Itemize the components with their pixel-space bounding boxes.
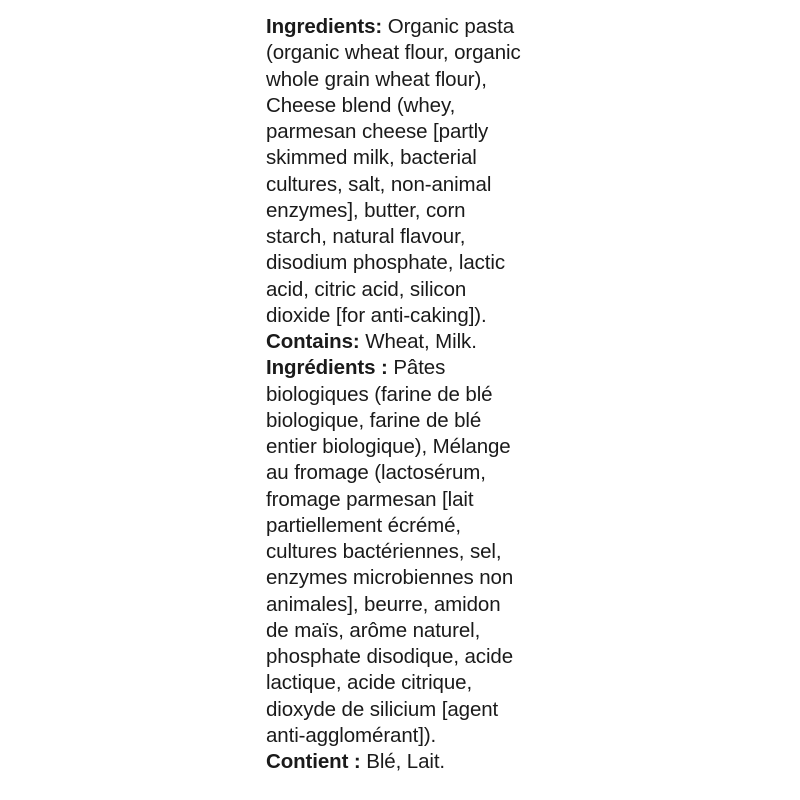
ingredients-line: acid, citric acid, silicon [266, 277, 467, 301]
ingredients-line: Cheese blend (whey, [266, 93, 456, 117]
ingredients-label [266, 14, 556, 775]
ingredients-line: starch, natural flavour, [266, 225, 466, 248]
ingredients-line: dioxide [for anti-caking]). [266, 303, 487, 327]
contains-text: Wheat, Milk. [359, 330, 477, 353]
ingredients-heading: Ingredients: [266, 15, 383, 38]
ingredients-heading-fr: Ingrédients : [266, 356, 388, 380]
ingredients-line-fr: dioxyde de silicium [agent [266, 697, 499, 721]
contains-heading-fr: Contient : [266, 750, 361, 773]
ingredients-line [266, 14, 556, 40]
ingredients-text: Organic pasta [382, 15, 515, 38]
ingredients-line: parmesan cheese [partly [266, 120, 489, 143]
contains-heading: Contains: [266, 330, 360, 353]
ingredients-line: skimmed milk, bacterial [266, 146, 477, 170]
ingredients-line-fr: lactique, acide citrique, [266, 671, 473, 695]
ingredients-line-fr: partiellement écrémé, [266, 513, 462, 537]
ingredients-line-fr: biologiques (farine de blé [266, 382, 493, 406]
french-ingredients-section [266, 355, 556, 775]
ingredients-text-fr: Pâtes [387, 356, 446, 380]
ingredients-line: whole grain wheat flour), [266, 67, 487, 91]
ingredients-line-fr: cultures bactériennes, sel, [266, 540, 502, 563]
ingredients-line-fr [266, 355, 556, 381]
ingredients-line: enzymes], butter, corn [266, 198, 466, 222]
ingredients-line-fr: phosphate disodique, acide [266, 645, 514, 668]
ingredients-line-fr: au fromage (lactosérum, [266, 461, 486, 485]
ingredients-line: disodium phosphate, lactic [266, 251, 505, 275]
ingredients-line-fr: enzymes microbiennes non [266, 566, 514, 590]
ingredients-line: cultures, salt, non-animal [266, 172, 492, 196]
contains-line-fr [266, 749, 556, 775]
ingredients-line-fr: animales], beurre, amidon [266, 592, 501, 616]
ingredients-line-fr: biologique, farine de blé [266, 408, 482, 432]
ingredients-line: (organic wheat flour, organic [266, 41, 521, 65]
english-ingredients-section [266, 14, 556, 355]
contains-text-fr: Blé, Lait. [360, 750, 446, 773]
ingredients-line-fr: fromage parmesan [lait [266, 487, 474, 511]
ingredients-line-fr: entier biologique), Mélange [266, 435, 511, 458]
contains-line [266, 329, 556, 355]
ingredients-line-fr: de maïs, arôme naturel, [266, 618, 481, 642]
ingredients-line-fr: anti-agglomérant]). [266, 723, 437, 747]
